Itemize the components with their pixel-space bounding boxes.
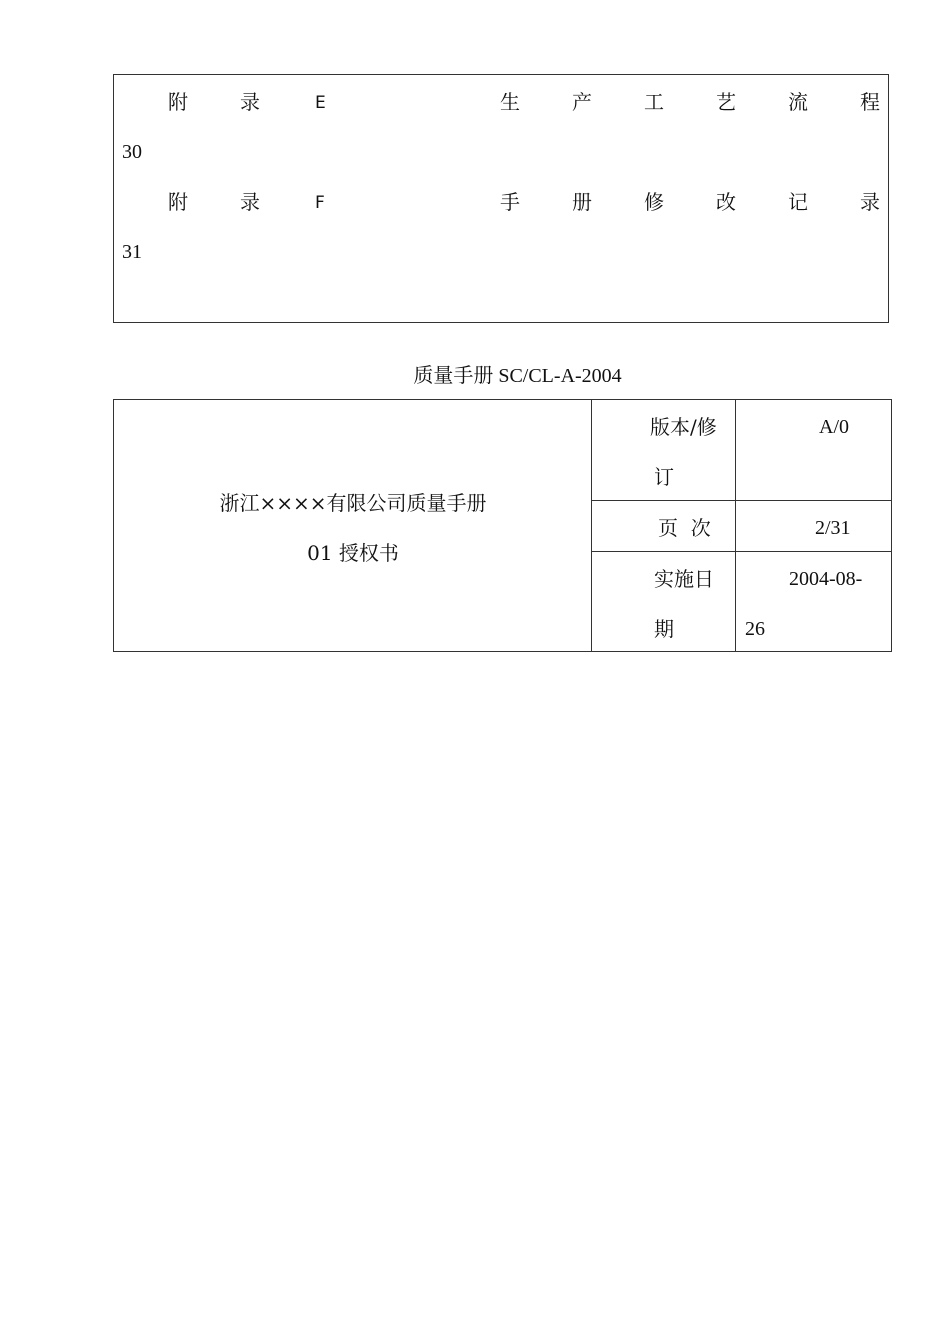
toc-row-f-letter: F [315, 193, 325, 213]
toc-row-e-char-9: 程 [860, 90, 880, 114]
toc-row-e-char-4: 生 [500, 90, 520, 114]
date-label-cell [592, 551, 736, 651]
toc-row-e-char-1: 附 [168, 90, 188, 114]
date-value-line1: 2004-08- [789, 567, 863, 590]
page-label: 页 次 [658, 516, 711, 541]
page-value: 2/31 [815, 517, 851, 540]
toc-continuation-box [113, 74, 889, 323]
company-title-cell [114, 400, 592, 652]
toc-row-f-char-7: 改 [716, 190, 736, 214]
toc-row-e-char-7: 艺 [716, 90, 736, 114]
toc-row-e-char-2: 录 [240, 90, 260, 114]
toc-row-f-char-4: 手 [500, 190, 520, 214]
date-label-line2: 期 [654, 616, 674, 641]
toc-row-e-letter: E [315, 93, 326, 113]
page-label-cell [592, 501, 736, 551]
version-label-line1: 版本/修 [650, 415, 717, 439]
document-header-table [113, 399, 892, 652]
company-title: 浙江××××有限公司质量手册 [219, 491, 487, 515]
toc-row-f-char-9: 录 [860, 190, 880, 214]
version-label-cell [592, 400, 736, 501]
toc-row-e-char-6: 工 [644, 90, 664, 114]
version-label-line2: 订 [654, 465, 674, 489]
toc-row-f-char-1: 附 [168, 190, 188, 214]
document-title: 质量手册 SC/CL-A-2004 [413, 365, 622, 387]
date-value-cell [736, 551, 892, 651]
date-label-line1: 实施日 [654, 566, 714, 591]
toc-row-f-char-8: 记 [788, 190, 808, 214]
date-value-line2: 26 [745, 617, 765, 640]
toc-row-e-char-8: 流 [788, 90, 808, 114]
toc-row-f-page: 31 [122, 241, 142, 263]
page-value-cell [736, 501, 892, 551]
toc-row-f-char-2: 录 [240, 190, 260, 214]
version-value-cell [736, 400, 892, 501]
toc-row-e-char-5: 产 [572, 90, 592, 114]
toc-row-f-char-5: 册 [572, 190, 592, 214]
section-title: 01 授权书 [307, 541, 399, 565]
toc-row-f-char-6: 修 [644, 190, 664, 214]
version-value: A/0 [819, 416, 849, 438]
toc-row-e-page: 30 [122, 141, 142, 163]
